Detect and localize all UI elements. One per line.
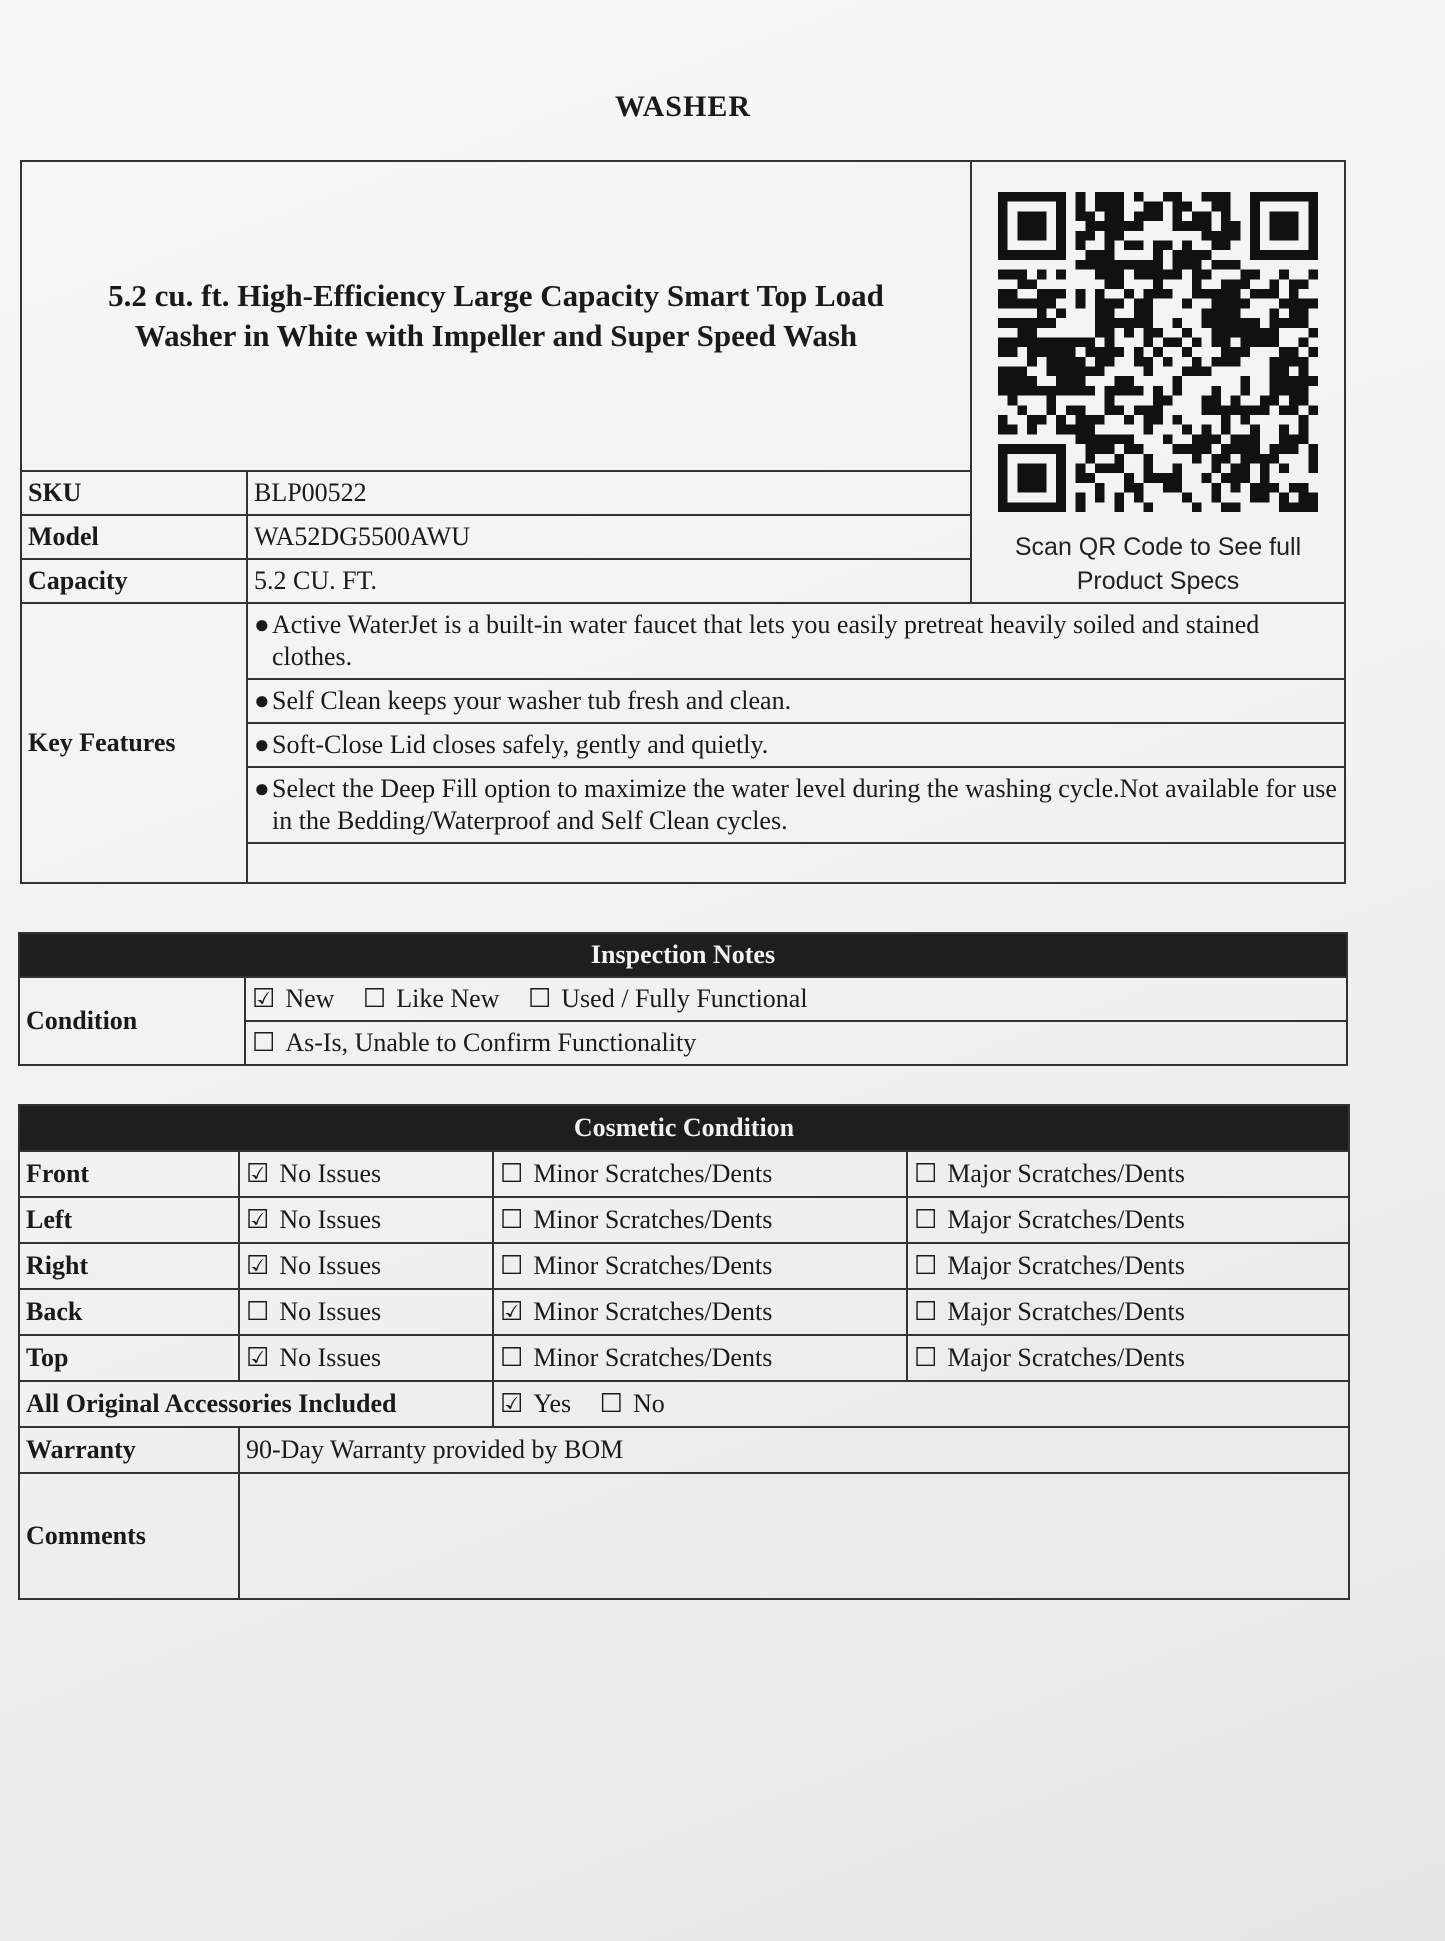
accessories-label: All Original Accessories Included	[19, 1381, 493, 1427]
accessories-yes-option[interactable]: ☑ Yes	[500, 1389, 572, 1418]
feature-item: ● Select the Deep Fill option to maximize the water level during the washing cycle.Not available for use in the Bedding/Waterproof and Self Clean cycles.	[247, 767, 1345, 843]
model-value: WA52DG5500AWU	[247, 515, 971, 559]
condition-option-as-is[interactable]: ☐ As-Is, Unable to Confirm Functionality	[252, 1028, 697, 1057]
condition-option-new[interactable]: ☑ New	[252, 984, 335, 1013]
checkbox-unchecked-icon[interactable]: ☐	[500, 1343, 524, 1372]
bullet-icon: ●	[254, 686, 270, 715]
warranty-label: Warranty	[19, 1427, 239, 1473]
option-minor[interactable]: ☐ Minor Scratches/Dents	[493, 1197, 907, 1243]
cosmetic-row-top	[19, 1335, 1349, 1381]
option-no-issues[interactable]: ☐ No Issues	[239, 1289, 493, 1335]
checkbox-unchecked-icon[interactable]: ☐	[914, 1297, 938, 1326]
checkbox-unchecked-icon[interactable]: ☐	[500, 1251, 524, 1280]
option-minor[interactable]: ☑ Minor Scratches/Dents	[493, 1289, 907, 1335]
checkbox-unchecked-icon[interactable]: ☐	[914, 1251, 938, 1280]
checkbox-unchecked-icon[interactable]: ☐	[914, 1205, 938, 1234]
cosmetic-row-right	[19, 1243, 1349, 1289]
qr-modules	[998, 192, 1318, 512]
bullet-icon: ●	[254, 730, 270, 759]
inspection-notes-table	[18, 932, 1348, 1066]
bullet-icon: ●	[254, 610, 270, 639]
checkbox-unchecked-icon[interactable]: ☐	[252, 1028, 276, 1057]
inspection-notes-header: Inspection Notes	[19, 933, 1347, 977]
side-label: Left	[19, 1197, 239, 1243]
option-major[interactable]: ☐ Major Scratches/Dents	[907, 1197, 1349, 1243]
option-minor[interactable]: ☐ Minor Scratches/Dents	[493, 1335, 907, 1381]
feature-item: ● Self Clean keeps your washer tub fresh and clean.	[247, 679, 1345, 723]
option-minor[interactable]: ☐ Minor Scratches/Dents	[493, 1243, 907, 1289]
product-name: 5.2 cu. ft. High-Efficiency Large Capacity Smart Top Load Washer in White with Impeller and Super Speed Wash	[21, 161, 971, 471]
option-minor[interactable]: ☐ Minor Scratches/Dents	[493, 1151, 907, 1197]
checkbox-checked-icon[interactable]: ☑	[246, 1251, 270, 1280]
side-label: Right	[19, 1243, 239, 1289]
qr-code-icon[interactable]	[998, 192, 1318, 512]
cosmetic-row-front	[19, 1151, 1349, 1197]
side-label: Back	[19, 1289, 239, 1335]
condition-label: Condition	[19, 977, 245, 1065]
checkbox-checked-icon[interactable]: ☑	[252, 984, 276, 1013]
side-label: Front	[19, 1151, 239, 1197]
checkbox-checked-icon[interactable]: ☑	[246, 1343, 270, 1372]
warranty-value: 90-Day Warranty provided by BOM	[239, 1427, 1349, 1473]
checkbox-unchecked-icon[interactable]: ☐	[500, 1159, 524, 1188]
checkbox-unchecked-icon[interactable]: ☐	[914, 1159, 938, 1188]
cosmetic-condition-header: Cosmetic Condition	[19, 1105, 1349, 1151]
sku-value: BLP00522	[247, 471, 971, 515]
comments-label: Comments	[19, 1473, 239, 1599]
option-no-issues[interactable]: ☑ No Issues	[239, 1243, 493, 1289]
condition-option-used[interactable]: ☐ Used / Fully Functional	[527, 984, 808, 1013]
accessories-row	[19, 1381, 1349, 1427]
capacity-label: Capacity	[21, 559, 247, 603]
option-major[interactable]: ☐ Major Scratches/Dents	[907, 1243, 1349, 1289]
checkbox-checked-icon[interactable]: ☑	[246, 1159, 270, 1188]
cosmetic-condition-table	[18, 1104, 1350, 1600]
feature-item: ● Soft-Close Lid closes safely, gently and quietly.	[247, 723, 1345, 767]
condition-options-row	[245, 1021, 1347, 1065]
model-label: Model	[21, 515, 247, 559]
cosmetic-row-left	[19, 1197, 1349, 1243]
checkbox-checked-icon[interactable]: ☑	[500, 1389, 524, 1418]
option-major[interactable]: ☐ Major Scratches/Dents	[907, 1151, 1349, 1197]
option-major[interactable]: ☐ Major Scratches/Dents	[907, 1335, 1349, 1381]
checkbox-unchecked-icon[interactable]: ☐	[527, 984, 552, 1013]
checkbox-checked-icon[interactable]: ☑	[500, 1297, 524, 1326]
checkbox-unchecked-icon[interactable]: ☐	[246, 1297, 270, 1326]
capacity-value: 5.2 CU. FT.	[247, 559, 971, 603]
condition-option-like-new[interactable]: ☐ Like New	[362, 984, 500, 1013]
qr-code-cell	[971, 161, 1345, 603]
cosmetic-row-back	[19, 1289, 1349, 1335]
option-no-issues[interactable]: ☑ No Issues	[239, 1335, 493, 1381]
checkbox-unchecked-icon[interactable]: ☐	[914, 1343, 938, 1372]
feature-empty-row	[247, 843, 1345, 883]
qr-caption: Scan QR Code to See full Product Specs	[1014, 533, 1302, 595]
comments-field[interactable]	[239, 1473, 1349, 1599]
checkbox-checked-icon[interactable]: ☑	[246, 1205, 270, 1234]
document-title: WASHER	[614, 90, 752, 123]
feature-item: ● Active WaterJet is a built-in water faucet that lets you easily pretreat heavily soiled and stained clothes.	[247, 603, 1345, 679]
checkbox-unchecked-icon[interactable]: ☐	[500, 1205, 524, 1234]
option-major[interactable]: ☐ Major Scratches/Dents	[907, 1289, 1349, 1335]
accessories-options	[493, 1381, 1349, 1427]
bullet-icon: ●	[254, 774, 270, 803]
option-no-issues[interactable]: ☑ No Issues	[239, 1151, 493, 1197]
side-label: Top	[19, 1335, 239, 1381]
key-features-label: Key Features	[21, 603, 247, 883]
condition-options-row	[245, 977, 1347, 1021]
checkbox-unchecked-icon[interactable]: ☐	[362, 984, 387, 1013]
product-info-table	[20, 160, 1346, 884]
accessories-no-option[interactable]: ☐ No	[599, 1389, 665, 1418]
comments-row	[19, 1473, 1349, 1599]
warranty-row	[19, 1427, 1349, 1473]
sku-label: SKU	[21, 471, 247, 515]
checkbox-unchecked-icon[interactable]: ☐	[599, 1389, 623, 1418]
option-no-issues[interactable]: ☑ No Issues	[239, 1197, 493, 1243]
